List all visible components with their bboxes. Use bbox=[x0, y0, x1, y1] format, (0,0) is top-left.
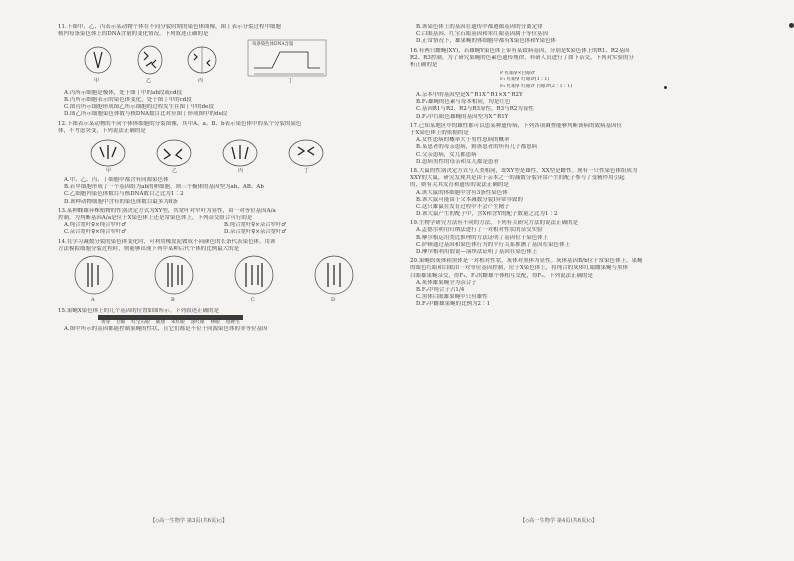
gene-5: 朱红眼 bbox=[171, 320, 185, 326]
q18-stem-3: 的，则有关其发育和遗传的说法正确的是 bbox=[410, 182, 509, 189]
q19-option-d: D.摩尔根利用假说—演绎法证明了基因在染色体上 bbox=[416, 248, 538, 255]
q13-options-row-1 bbox=[58, 222, 388, 229]
right-page bbox=[410, 24, 750, 308]
q14-label-d: D bbox=[331, 297, 336, 304]
q16-cross-diagram bbox=[410, 71, 750, 90]
q12-figure bbox=[58, 135, 388, 177]
gene-4: 截翅 bbox=[155, 320, 165, 326]
q15-option-d: D.正常情况下，雄果蝇的体细胞中都有X染色体和Y染色体 bbox=[416, 38, 556, 45]
q20-option-b: B.F₂中纯合子占1/4 bbox=[416, 286, 465, 293]
q15-option-a: A.图中所示的基因都能控制果蝇的性状，且它们都是不位于同源染色体的非等位基因 bbox=[64, 325, 268, 332]
q20-option-a: A.灰体雄果蝇全为杂合子 bbox=[416, 279, 477, 286]
q12-option-b: B.若甲细胞形成了一个基因组为ab的卵细胞，则三个极体的基因型为ab、AB、Ab bbox=[64, 184, 264, 191]
q15-gene-map bbox=[98, 315, 243, 326]
gene-2: 白眼 bbox=[116, 320, 126, 326]
q11-label-1: 甲 bbox=[94, 78, 100, 85]
q11-option-b: B.丙所示细胞表示的染色体变化，处于图丁中的cd段 bbox=[64, 97, 192, 104]
q11-figure bbox=[58, 38, 388, 90]
q17-stem-2: 于X染色体上的依据的是 bbox=[410, 130, 469, 137]
q11-option-c: C.图丙所示细胞形成图乙所示细胞的过程发生在图丁中的de段 bbox=[64, 104, 214, 111]
q18-option-c: C.这只雄鼠在发育过程中不会产生精子 bbox=[416, 203, 510, 210]
q16-option-a: A.亲本中的基因型是X^R1X^R1×X^R2Y bbox=[416, 92, 523, 99]
gene-1: 黄身 bbox=[101, 320, 111, 326]
q12-label-1: 甲 bbox=[106, 168, 112, 175]
q19-option-c: C.萨顿通过基因和染色体行为的平行关系推测了基因在染色体上 bbox=[416, 241, 571, 248]
q18-stem-1: 18.大鼠的性别决定方式与人类相同，即XY型是雄性，XX型是雌性。现有一只性染色体组成为 bbox=[410, 168, 638, 175]
q17-option-c: C.父亲患病，女儿都患病 bbox=[416, 151, 477, 158]
q17-option-a: A.女性患病的概率大于男性患病的概率 bbox=[416, 137, 510, 144]
q12-option-a: A.甲、乙、丙、丁细胞中都含有同源染色体 bbox=[64, 177, 169, 184]
q16-option-d: D.F₂中红眼色雄蝇的基因型为X^R1Y bbox=[416, 113, 509, 120]
q13-option-c: C.杂合宽叶♀×纯合窄叶♂ bbox=[64, 229, 127, 236]
scan-mark bbox=[789, 23, 794, 28]
q12-label-2: 乙 bbox=[172, 168, 178, 175]
q13-options-row-2 bbox=[58, 229, 388, 236]
q14-label-a: A bbox=[91, 297, 95, 304]
q16-option-b: B.F₁雄蝇的色素与母本相同，均是红色 bbox=[416, 99, 511, 106]
q15-option-c: C.白眼基因、红宝石眼基因和朱红眼基因属于等位基因 bbox=[416, 31, 549, 38]
q16-stem-1: 16.有两只雌蝇(XY)，若雄蝇Y染色体上带有某致病基因，分别是X染色体上的R1、R2基因 bbox=[410, 47, 630, 54]
q16-stem-2: R2、R3控制。为了研究果蝇的色素色遗传规律，科研人员进行了如下杂交，下列对实验的分 bbox=[410, 54, 635, 61]
q19-stem-1: 19.生物学研究方法有不同的方法，下列有关研究方法的说法正确的是 bbox=[410, 220, 579, 227]
q14-label-c: C bbox=[251, 297, 255, 304]
q14-figure bbox=[58, 253, 388, 305]
q16-stem-3: 析正确的是 bbox=[410, 61, 438, 68]
q16-cross-f2: F₂ 红眼♀ 红眼♂ 白眼♂(2∶1∶1) bbox=[500, 83, 573, 89]
q11-stem-1: 11.下图甲、乙、丙表示某动物个体在不同分裂时期的染色体图像，图丁表示分裂过程中细胞 bbox=[58, 24, 282, 30]
gene-7: 棒眼 bbox=[210, 320, 220, 326]
q12-label-4: 丁 bbox=[304, 168, 310, 175]
q11-option-a: A.丙所示细胞是极体，处于图丁中的ab段或cd段 bbox=[64, 90, 183, 97]
q17-option-d: D.患病男性的母亲和女儿都是患者 bbox=[416, 158, 499, 165]
q13-option-b: B.纯合宽叶♀×杂合窄叶♂ bbox=[224, 222, 287, 229]
right-page-footer: 【◇高一生物学 第4页(共6页)◇】 bbox=[520, 518, 598, 524]
q12-stem-1: 12.下图表示某动物的不同个体体细胞的分裂图像，其中A、a、B、b表示染色体中的某个分裂的染色 bbox=[58, 121, 302, 128]
q11-option-d: D.图乙所示细胞染色体数与核DNA数目比对应图丁形成图中的de段 bbox=[64, 111, 228, 118]
q20-stem-2: 的眼色红眼和白眼由一对等位基因控制，位于X染色体上，将纯合的灰体红眼雌果蝇与黑体 bbox=[410, 265, 629, 272]
scan-mark bbox=[664, 86, 667, 89]
q19-option-b: B.摩尔根运用类比推理的方法证明了基因位于染色体上 bbox=[416, 234, 549, 241]
q16-option-c: C.基因R1与R2、R2与R3显性，R3与R2为显性 bbox=[416, 106, 534, 113]
q11-graph-title: 每条染色体DNA含量 bbox=[252, 42, 294, 48]
q12-option-c: C.乙细胞内染色体数目与核DNA数目之比为1∶2 bbox=[64, 191, 184, 198]
q16-cross-p: P 红眼♀×白眼♂ bbox=[500, 71, 536, 77]
q13-stem-2: 控制。为判断基因A/a是位于X染色体上还是常染色体上，下列杂交组合可行的是 bbox=[58, 215, 253, 222]
q11-cell-diagrams bbox=[58, 38, 388, 90]
q20-option-d: D.F₂中雌雄果蝇的比例为2∶1 bbox=[416, 300, 491, 307]
q12-stem-2: 体，不考虑突变，下列说法正确的是 bbox=[58, 128, 146, 135]
q19-option-a: A.孟德尔利用归纳法进行了一对相对性状的杂交实验 bbox=[416, 227, 543, 234]
q20-stem-3: 白眼雄果蝇杂交，得F₁，F₁的雌雄个体相互交配，得F₂。下列说法正确的是 bbox=[410, 272, 594, 279]
q18-stem-2: XXY的大鼠，研究发现其是由于亲本之一的减数分裂异常产生的配子参与了受精作用引起 bbox=[410, 175, 625, 182]
left-page bbox=[58, 24, 388, 333]
gene-8: 短硬毛 bbox=[225, 320, 240, 326]
q14-label-b: B bbox=[171, 297, 175, 304]
q13-option-d: D.杂合宽叶♀×杂合宽叶♂ bbox=[224, 229, 287, 236]
q15-stem-1: 15.果蝇X染色体上的几个基因的位置如图所示。下列叙述正确的是 bbox=[58, 307, 220, 314]
gene-3: 红宝石眼 bbox=[131, 320, 150, 326]
q15-option-b: B.该染色体上的基因在遗传中都遵循基因的分离定律 bbox=[416, 24, 543, 30]
q13-option-a: A.纯合宽叶♀×纯合窄叶♂ bbox=[64, 222, 127, 229]
q17-stem-1: 17.已知某地区中的雄性都可以患某种遗传病，下列各项调查能够判断该病的致病基因位 bbox=[410, 123, 623, 130]
q18-option-d: D.该大鼠产生的配子中，含X和含Y的配子数量之比为1∶2 bbox=[416, 210, 558, 217]
q20-option-c: C.黑体白眼雄果蝇中只有雄性 bbox=[416, 293, 488, 300]
q18-option-a: A.该大鼠的体细胞中含有3条性染色体 bbox=[416, 189, 508, 196]
q14-cell-diagrams bbox=[58, 253, 388, 305]
gene-6: 深红眼 bbox=[190, 320, 205, 326]
q11-stem-2: 核内每条染色体上的DNA含量的变化情况。下列叙述正确的是 bbox=[58, 31, 209, 38]
q18-option-b: B.该大鼠可能由于父本减数分裂Ⅰ异常导致的 bbox=[416, 196, 523, 203]
q11-label-2: 乙 bbox=[146, 78, 152, 85]
q12-label-3: 丙 bbox=[238, 168, 244, 175]
q14-stem-2: 方法模拟细胞分裂过程时，则能够出现下列中某种后代个体的比例最大的是 bbox=[58, 246, 240, 253]
q12-option-d: D.该种动物细胞中含有的染色体数目最多为8条 bbox=[64, 198, 178, 205]
q16-cross-f1: F₁ 红眼♀ 红眼♂(1∶1) bbox=[500, 77, 550, 83]
q11-label-3: 丙 bbox=[198, 78, 204, 85]
q14-stem-1: 14.在学习减数分裂的染色体变化时，可利用橡皮泥做成不同颜色的长条代表染色体。用该 bbox=[58, 239, 276, 245]
q20-stem-1: 20.果蝇的灰体和黑体是一对相对性状，灰体对黑体为显性。灰体基因B/b位于常染色体上。果蝇 bbox=[410, 258, 643, 265]
q13-stem-1: 13.某种雌雄异株植物的性别决定方式为XY型，其宽叶对窄叶为显性，由一对等位基因A/a bbox=[58, 208, 276, 215]
q17-option-b: B.某患者的母亲患病，则该患者的所有儿子都患病 bbox=[416, 144, 538, 151]
left-page-footer: 【◇高一生物学 第3页(共6页)◇】 bbox=[150, 518, 228, 524]
q11-label-4: 丁 bbox=[288, 78, 294, 85]
